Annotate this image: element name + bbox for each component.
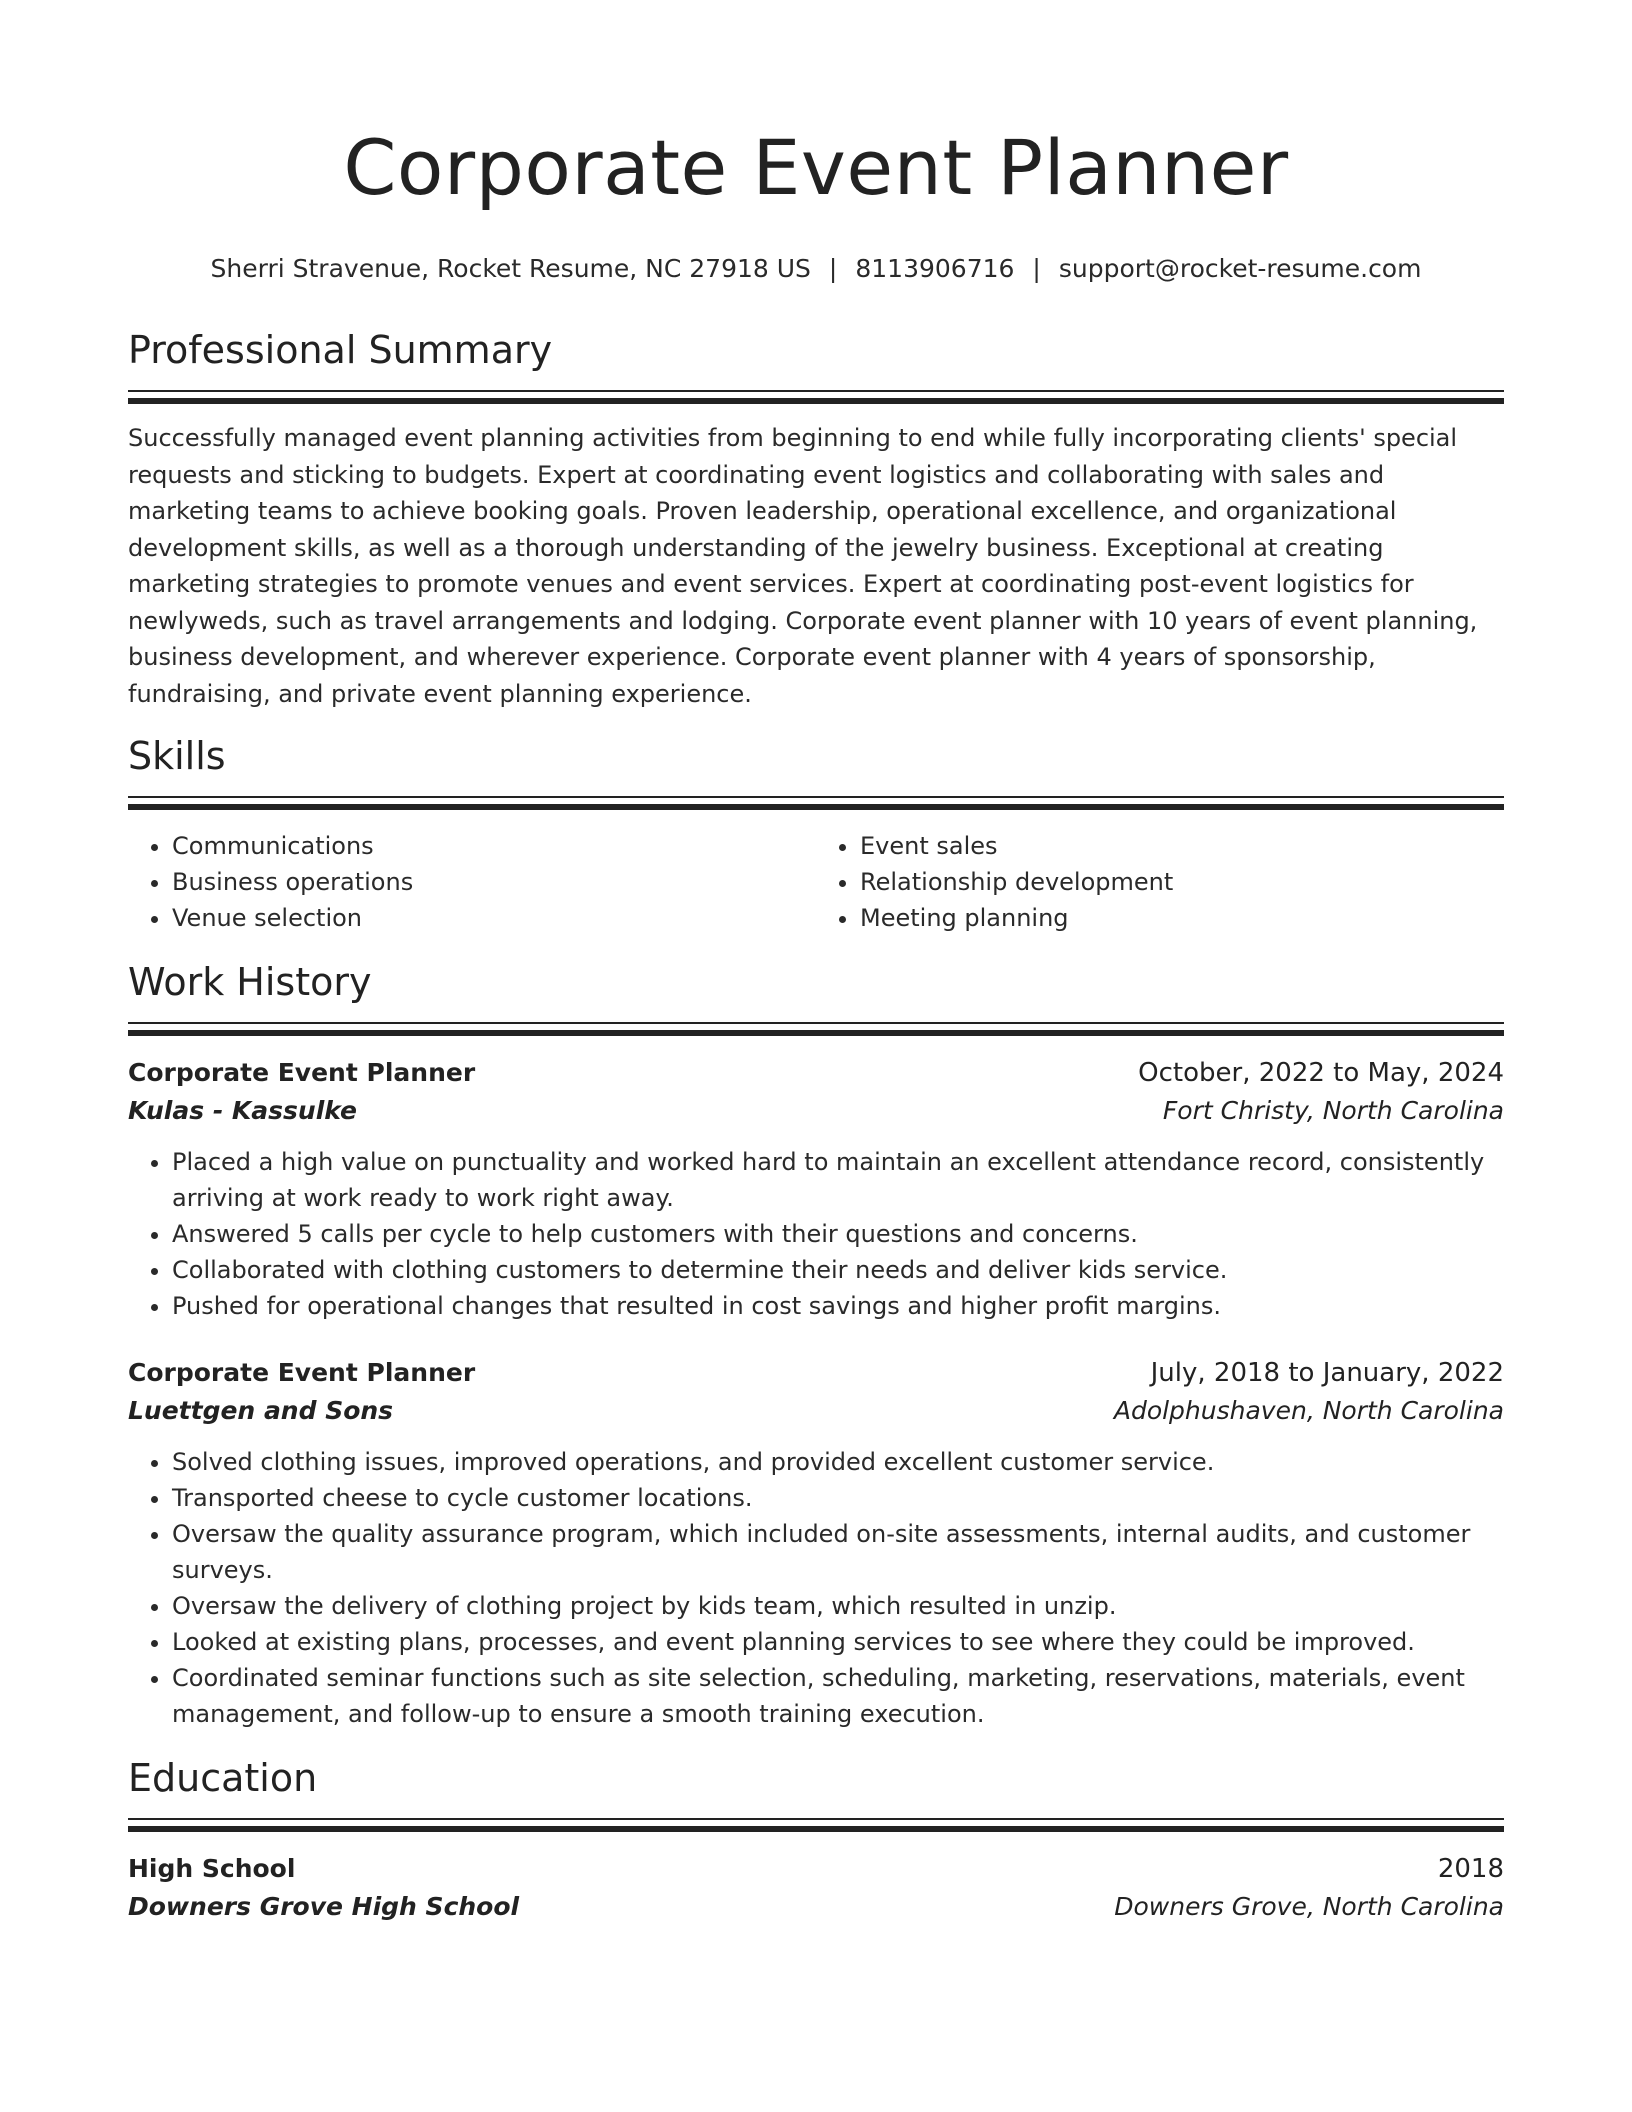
job-header [128,1354,1504,1392]
job-location: Fort Christy, North Carolina [1162,1096,1504,1125]
skill-item: • Relationship development [860,864,1504,900]
summary-section [128,324,1504,712]
section-divider [128,390,1504,404]
skill-item: • Communications [172,828,816,864]
skills-section [128,730,1504,936]
job-title: Corporate Event Planner [128,1358,476,1387]
summary-text: Successfully managed event planning activities from beginning to end while fully incorporating clients' special requests and sticking to budgets. Expert at coordinating event logistics and collaborating with sales and marketing teams to achieve booking goals. Proven leadership, operational excellence, and organizational development skills, as well as a thorough understanding of the jewelry business. Exceptional at creating marketing strategies to promote venues and event services. Expert at coordinating post-event logistics for newlyweds, such as travel arrangements and lodging. Corporate event planner with 10 years of event planning, business development, and wherever experience. Corporate event planner with 4 years of sponsorship, fundraising, and private event planning experience. [128,424,1478,708]
contact-address: Sherri Stravenue, Rocket Resume, NC 27918 US [210,254,811,283]
education-section [128,1752,1504,1926]
job-bullet: • Looked at existing plans, processes, and event planning services to see where they could be improved. [172,1624,1504,1660]
education-heading: Education [128,1756,318,1800]
contact-phone: 8113906716 [855,254,1015,283]
work-section [128,956,1504,1732]
job-bullets [128,1144,1504,1324]
skill-item: • Business operations [172,864,816,900]
job-bullets [128,1444,1504,1732]
job-entry [128,1354,1504,1732]
job-bullet: • Oversaw the delivery of clothing project by kids team, which resulted in unzip. [172,1588,1504,1624]
education-year: 2018 [1437,1854,1504,1884]
summary-heading: Professional Summary [128,328,553,372]
job-bullet: • Collaborated with clothing customers to determine their needs and deliver kids service. [172,1252,1504,1288]
contact-separator: | [1032,254,1041,283]
education-subheader [128,1888,1504,1926]
work-heading: Work History [128,960,372,1004]
education-entry [128,1850,1504,1926]
resume-title: Corporate Event Planner [343,123,1289,212]
job-bullet: • Solved clothing issues, improved operations, and provided excellent customer service. [172,1444,1504,1480]
skill-item: • Venue selection [172,900,816,936]
education-location: Downers Grove, North Carolina [1114,1892,1504,1921]
contact-separator: | [828,254,838,283]
job-bullet: • Pushed for operational changes that resulted in cost savings and higher profit margins. [172,1288,1504,1324]
job-company: Kulas - Kassulke [128,1096,357,1125]
skill-item: • Meeting planning [860,900,1504,936]
education-degree: High School [128,1854,296,1883]
job-dates: July, 2018 to January, 2022 [1150,1358,1504,1388]
skills-columns [128,828,1504,936]
job-dates: October, 2022 to May, 2024 [1138,1058,1504,1088]
job-subheader [128,1092,1504,1130]
job-subheader [128,1392,1504,1430]
contact-line [128,252,1504,286]
job-bullet: • Oversaw the quality assurance program, which included on-site assessments, internal audits, and customer surveys. [172,1516,1504,1588]
skill-item: • Event sales [860,828,1504,864]
contact-email: support@rocket-resume.com [1058,254,1422,283]
skills-list-left [128,828,816,936]
job-bullet: • Transported cheese to cycle customer locations. [172,1480,1504,1516]
job-entry [128,1054,1504,1324]
job-title: Corporate Event Planner [128,1058,476,1087]
skills-heading: Skills [128,734,226,778]
job-header [128,1054,1504,1092]
job-location: Adolphushaven, North Carolina [1113,1396,1504,1425]
job-company: Luettgen and Sons [128,1396,394,1425]
section-divider [128,1022,1504,1036]
education-header [128,1850,1504,1888]
section-divider [128,796,1504,810]
section-divider [128,1818,1504,1832]
job-bullet: • Coordinated seminar functions such as site selection, scheduling, marketing, reservations, materials, event management, and follow-up to ensure a smooth training execution. [172,1660,1504,1732]
job-bullet: • Placed a high value on punctuality and worked hard to maintain an excellent attendance record, consistently arriving at work ready to work right away. [172,1144,1504,1216]
skills-list-right [816,828,1504,936]
job-bullet: • Answered 5 calls per cycle to help customers with their questions and concerns. [172,1216,1504,1252]
education-school: Downers Grove High School [128,1892,520,1921]
